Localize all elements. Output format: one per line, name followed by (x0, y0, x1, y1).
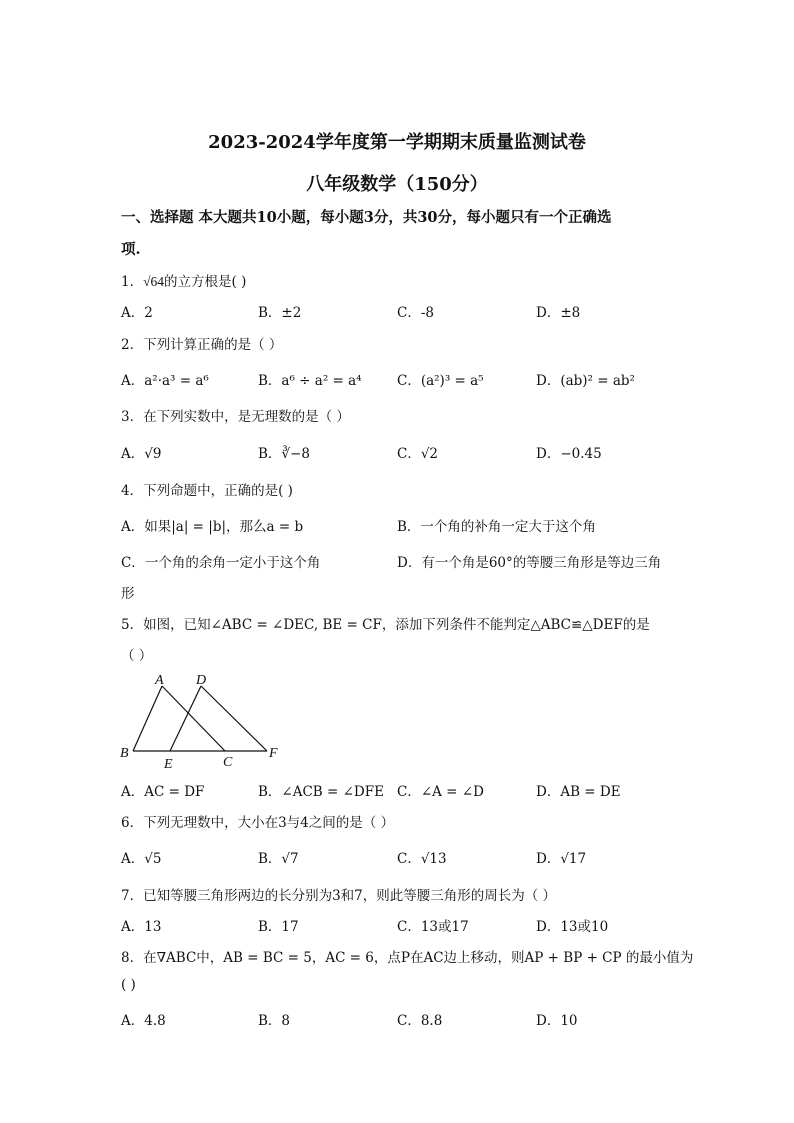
question-1 (121, 270, 246, 290)
question-text: 的立方根是( ) (164, 274, 247, 290)
question-number: 1． (121, 274, 144, 290)
option-b[interactable]: B．±2 (258, 305, 302, 321)
label-c: C (223, 755, 233, 770)
question-5-paren: （ ） (121, 648, 153, 664)
option-a[interactable]: A．a²·a³ = a⁶ (121, 373, 209, 389)
question-7 (121, 884, 556, 904)
question-5 (121, 613, 650, 633)
option-a[interactable]: A．√9 (121, 446, 162, 462)
option-c[interactable]: C．8.8 (397, 1013, 443, 1029)
question-number: 2． (121, 337, 144, 353)
exam-title: 2023-2024学年度第一学期期末质量监测试卷 (208, 132, 586, 153)
option-a[interactable]: A．AC = DF (121, 784, 205, 800)
question-text: 下列无理数中，大小在3与4之间的是（ ） (143, 815, 395, 831)
option-b[interactable]: B．17 (258, 919, 299, 935)
option-c[interactable]: C．(a²)³ = a⁵ (397, 373, 484, 389)
question-8-paren: ( ) (121, 977, 136, 993)
line-ba (133, 686, 162, 751)
option-a[interactable]: A．13 (121, 919, 162, 935)
question-2 (121, 333, 282, 353)
option-c[interactable]: C．√13 (397, 851, 447, 867)
option-c[interactable]: C．13或17 (397, 919, 469, 935)
option-d[interactable]: D．−0.45 (536, 446, 602, 462)
option-c[interactable]: C．∠A = ∠D (397, 784, 484, 800)
question-number: 4． (121, 483, 144, 499)
question-text: 在下列实数中，是无理数的是（ ） (143, 409, 350, 425)
option-d[interactable]: D．10 (536, 1013, 578, 1029)
question-6 (121, 811, 394, 831)
option-a[interactable]: A．如果|a| = |b|，那么a = b (121, 519, 304, 535)
option-d[interactable]: D．13或10 (536, 919, 609, 935)
option-d[interactable]: D．有一个角是60°的等腰三角形是等边三角 (397, 555, 662, 571)
option-c[interactable]: C．-8 (397, 305, 434, 321)
option-c[interactable]: C．一个角的余角一定小于这个角 (121, 555, 321, 571)
section-heading-line1: 一、选择题 本大题共10小题，每小题3分，共30分，每小题只有一个正确选 (121, 209, 612, 226)
question-text: 下列命题中，正确的是( ) (143, 483, 293, 499)
option-d[interactable]: D．√17 (536, 851, 587, 867)
line-df (201, 686, 267, 751)
option-a[interactable]: A．2 (121, 305, 153, 321)
option-b[interactable]: B．∛−8 (258, 446, 310, 462)
question-text: 在∇ABC中，AB = BC = 5，AC = 6，点P在AC边上移动，则AP + BP + CP 的最小值为 (143, 950, 694, 966)
option-d[interactable]: D．±8 (536, 305, 581, 321)
option-b[interactable]: B．a⁶ ÷ a² = a⁴ (258, 373, 362, 389)
question-number: 5． (121, 617, 144, 633)
triangle-figure (115, 668, 290, 773)
question-text: 如图，已知∠ABC = ∠DEC, BE = CF，添加下列条件不能判定△ABC≌△DEF的是 (143, 617, 650, 633)
question-number: 6． (121, 815, 144, 831)
label-e: E (164, 757, 173, 772)
option-d-wrap: 形 (121, 586, 135, 602)
option-a[interactable]: A．4.8 (121, 1013, 166, 1029)
line-ed (170, 686, 201, 751)
question-number: 7． (121, 888, 144, 904)
option-d[interactable]: D．(ab)² = ab² (536, 373, 635, 389)
option-b[interactable]: B．∠ACB = ∠DFE (258, 784, 384, 800)
option-b[interactable]: B．一个角的补角一定大于这个角 (397, 519, 596, 535)
section-heading-line2: 项. (121, 241, 141, 258)
label-b: B (120, 746, 129, 761)
question-number: 8． (121, 950, 144, 966)
option-b[interactable]: B．√7 (258, 851, 299, 867)
math-expression: √64 (143, 274, 165, 289)
exam-subtitle: 八年级数学（150分） (306, 174, 488, 195)
label-d: D (196, 673, 207, 688)
question-text: 下列计算正确的是（ ） (143, 337, 283, 353)
question-4 (121, 479, 293, 499)
question-8 (121, 946, 693, 966)
label-a: A (155, 673, 164, 688)
question-3 (121, 405, 350, 425)
label-f: F (269, 746, 278, 761)
line-ac (162, 686, 225, 751)
option-d[interactable]: D．AB = DE (536, 784, 621, 800)
question-text: 已知等腰三角形两边的长分别为3和7，则此等腰三角形的周长为（ ） (143, 888, 557, 904)
question-number: 3． (121, 409, 144, 425)
option-a[interactable]: A．√5 (121, 851, 162, 867)
option-c[interactable]: C．√2 (397, 446, 439, 462)
option-b[interactable]: B．8 (258, 1013, 291, 1029)
